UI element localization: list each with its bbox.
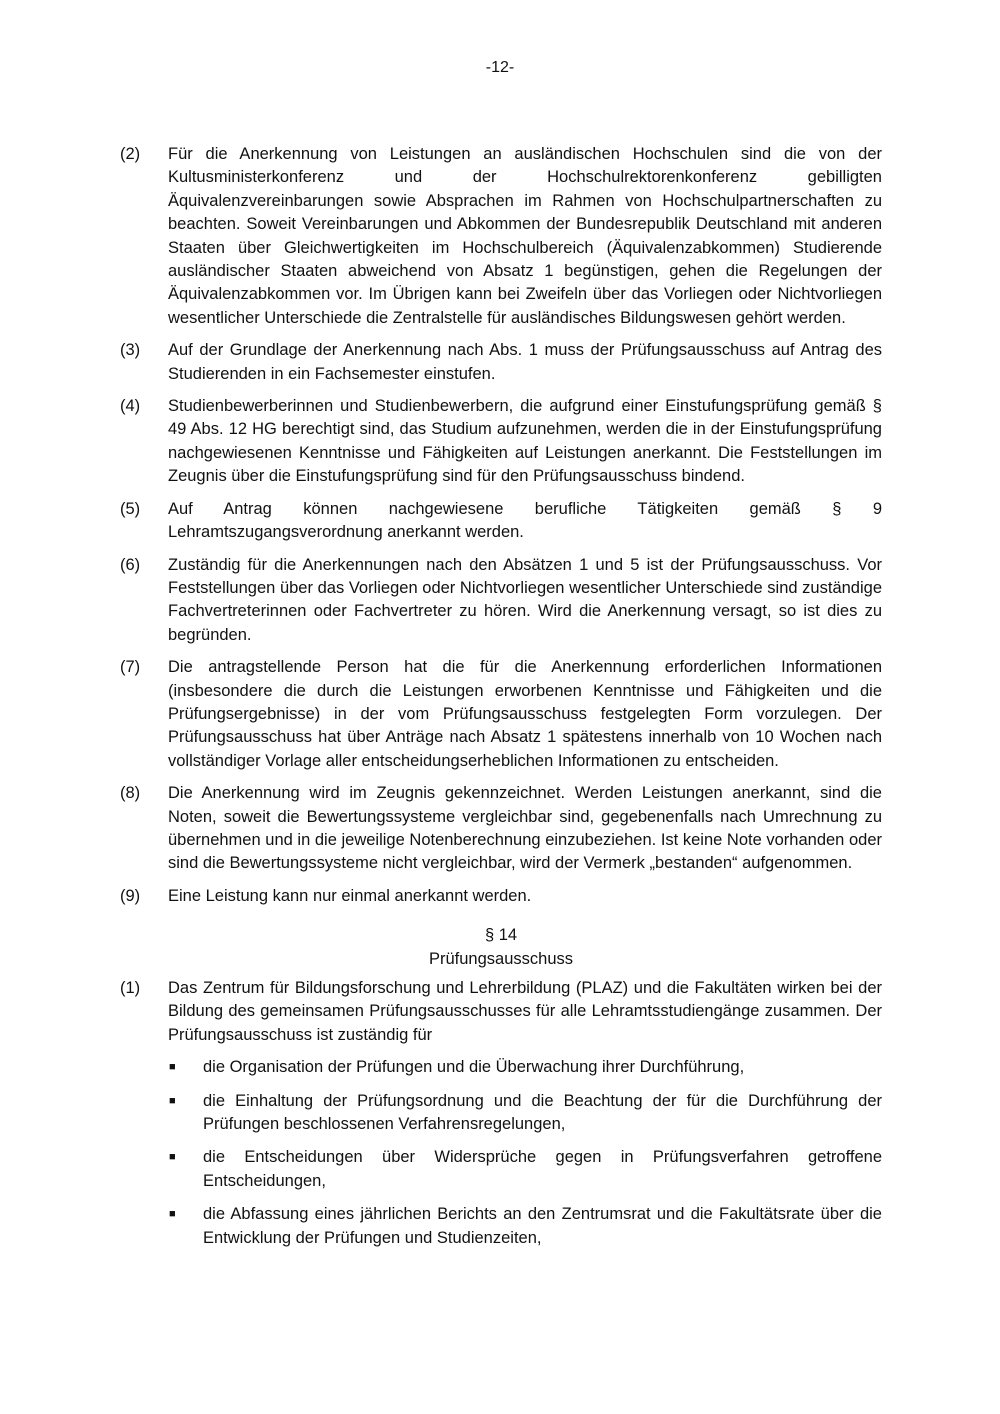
section-title: Prüfungsausschuss — [429, 949, 573, 968]
list-item — [168, 1203, 882, 1250]
bullet-square-icon: ■ — [169, 1094, 176, 1107]
bullet-square-icon: ■ — [169, 1061, 176, 1074]
document-body — [120, 143, 882, 1260]
paragraph-number: (8) — [120, 784, 141, 803]
bullet-square-icon: ■ — [169, 1208, 176, 1221]
paragraph — [120, 143, 882, 330]
paragraph-text: Auf Antrag können nachgewiesene berufliche Tätigkeiten gemäß § 9 Lehramtszugangsverordnung anerkannt werden. — [168, 499, 882, 542]
paragraph — [120, 554, 882, 648]
page-number: -12- — [485, 59, 515, 76]
paragraph-number: (7) — [120, 658, 141, 677]
paragraph — [120, 885, 882, 908]
list-item — [168, 1056, 882, 1079]
paragraph-text: Die Anerkennung wird im Zeugnis gekennzeichnet. Werden Leistungen anerkannt, sind die Noten, soweit die Bewertungssysteme vergleichbar sind, gegebenenfalls nach Umrechnung zu übernehmen und in die jeweilige Notenberechnung einzubeziehen. Ist keine Note vorhanden oder sind die Bewertungssysteme nicht vergleichbar, wird der Vermerk „bestanden“ aufgenommen. — [168, 784, 882, 873]
paragraph — [120, 339, 882, 386]
paragraph-text: Die antragstellende Person hat die für die Anerkennung erforderlichen Informationen (insbesondere die durch die Leistungen erworbenen Kenntnisse und Fähigkeiten und die Prüfungsergebnisse) in der vom Prüfungsausschuss festgelegten Form vorzulegen. Der Prüfungsausschuss hat über Anträge nach Absatz 1 spätestens innerhalb von 10 Wochen nach vollständiger Vorlage aller entscheidungserheblichen Informationen zu entscheiden. — [168, 658, 882, 770]
paragraph-number: (6) — [120, 555, 141, 574]
list-item-text: die Einhaltung der Prüfungsordnung und die Beachtung der für die Durchführung der Prüfungen beschlossenen Verfahrensregelungen, — [203, 1091, 882, 1134]
paragraph-text: Für die Anerkennung von Leistungen an ausländischen Hochschulen sind die von der Kultusministerkonferenz und der Hochschulrektorenkonferenz gebilligten Äquivalenzvereinbarungen sowie Absprachen im Rahmen von Hochschulpartnerschaften zu beachten. Soweit Vereinbarungen und Abkommen der Bundesrepublik Deutschland mit anderen Staaten über Gleichwertigkeiten im Hochschulbereich (Äquivalenzabkommen) Studierende ausländischer Staaten abweichend von Absatz 1 begünstigen, gehen die Regelungen der Äquivalenzabkommen vor. Im Übrigen kann bei Zweifeln über das Vorliegen oder Nichtvorliegen wesentlicher Unterschiede die Zentralstelle für ausländisches Bildungswesen gehört werden. — [168, 145, 882, 327]
paragraph — [120, 782, 882, 876]
paragraph-number: (3) — [120, 341, 141, 360]
paragraph — [120, 977, 882, 1047]
paragraph-list — [120, 143, 882, 908]
paragraph-number: (9) — [120, 886, 141, 905]
paragraph — [120, 395, 882, 489]
paragraph-text: Eine Leistung kann nur einmal anerkannt werden. — [168, 886, 532, 905]
paragraph — [120, 656, 882, 773]
list-item-text: die Abfassung eines jährlichen Berichts an den Zentrumsrat und die Fakultätsrate über die Entwicklung der Prüfungen und Studienzeiten, — [203, 1205, 882, 1247]
list-item — [168, 1146, 882, 1193]
section-heading — [120, 924, 882, 971]
list-item-text: die Organisation der Prüfungen und die Überwachung ihrer Durchführung, — [203, 1058, 745, 1077]
paragraph-number: (2) — [120, 145, 141, 163]
paragraph-number: (5) — [120, 499, 141, 518]
bullet-list — [168, 1056, 882, 1250]
section-symbol: § 14 — [484, 926, 518, 945]
paragraph-number: (1) — [120, 979, 141, 997]
paragraph-text: Studienbewerberinnen und Studienbewerbern, die aufgrund einer Einstufungsprüfung gemäß § 49 Abs. 12 HG berechtigt sind, das Studium aufzunehmen, werden die in der Einstufungsprüfung nachgewiesenen Kenntnisse und Fähigkeiten auf Leistungen anerkannt. Die Feststellungen im Zeugnis über die Einstufungsprüfung sind für den Prüfungsausschuss bindend. — [168, 397, 882, 486]
bullet-square-icon: ■ — [169, 1151, 176, 1164]
list-item-text: die Entscheidungen über Widersprüche gegen in Prüfungsverfahren getroffene Entscheidungen, — [203, 1148, 882, 1190]
paragraph-text: Das Zentrum für Bildungsforschung und Lehrerbildung (PLAZ) und die Fakultäten wirken bei der Bildung des gemeinsamen Prüfungsausschusses für alle Lehramtsstudiengänge zusammen. Der Prüfungsausschuss ist zuständig für — [168, 979, 882, 1044]
paragraph-text: Auf der Grundlage der Anerkennung nach Abs. 1 muss der Prüfungsausschuss auf Antrag des Studierenden in ein Fachsemester einstufen. — [168, 341, 882, 383]
paragraph — [120, 498, 882, 545]
list-item — [168, 1090, 882, 1137]
paragraph-number: (4) — [120, 397, 141, 416]
paragraph-text: Zuständig für die Anerkennungen nach den Absätzen 1 und 5 ist der Prüfungsausschuss. Vor Feststellungen über das Vorliegen oder Nichtvorliegen wesentlicher Unterschiede sind zuständige Fachvertreterinnen oder Fachvertreter zu hören. Wird die Anerkennung versagt, so ist dies zu begründen. — [168, 555, 882, 644]
